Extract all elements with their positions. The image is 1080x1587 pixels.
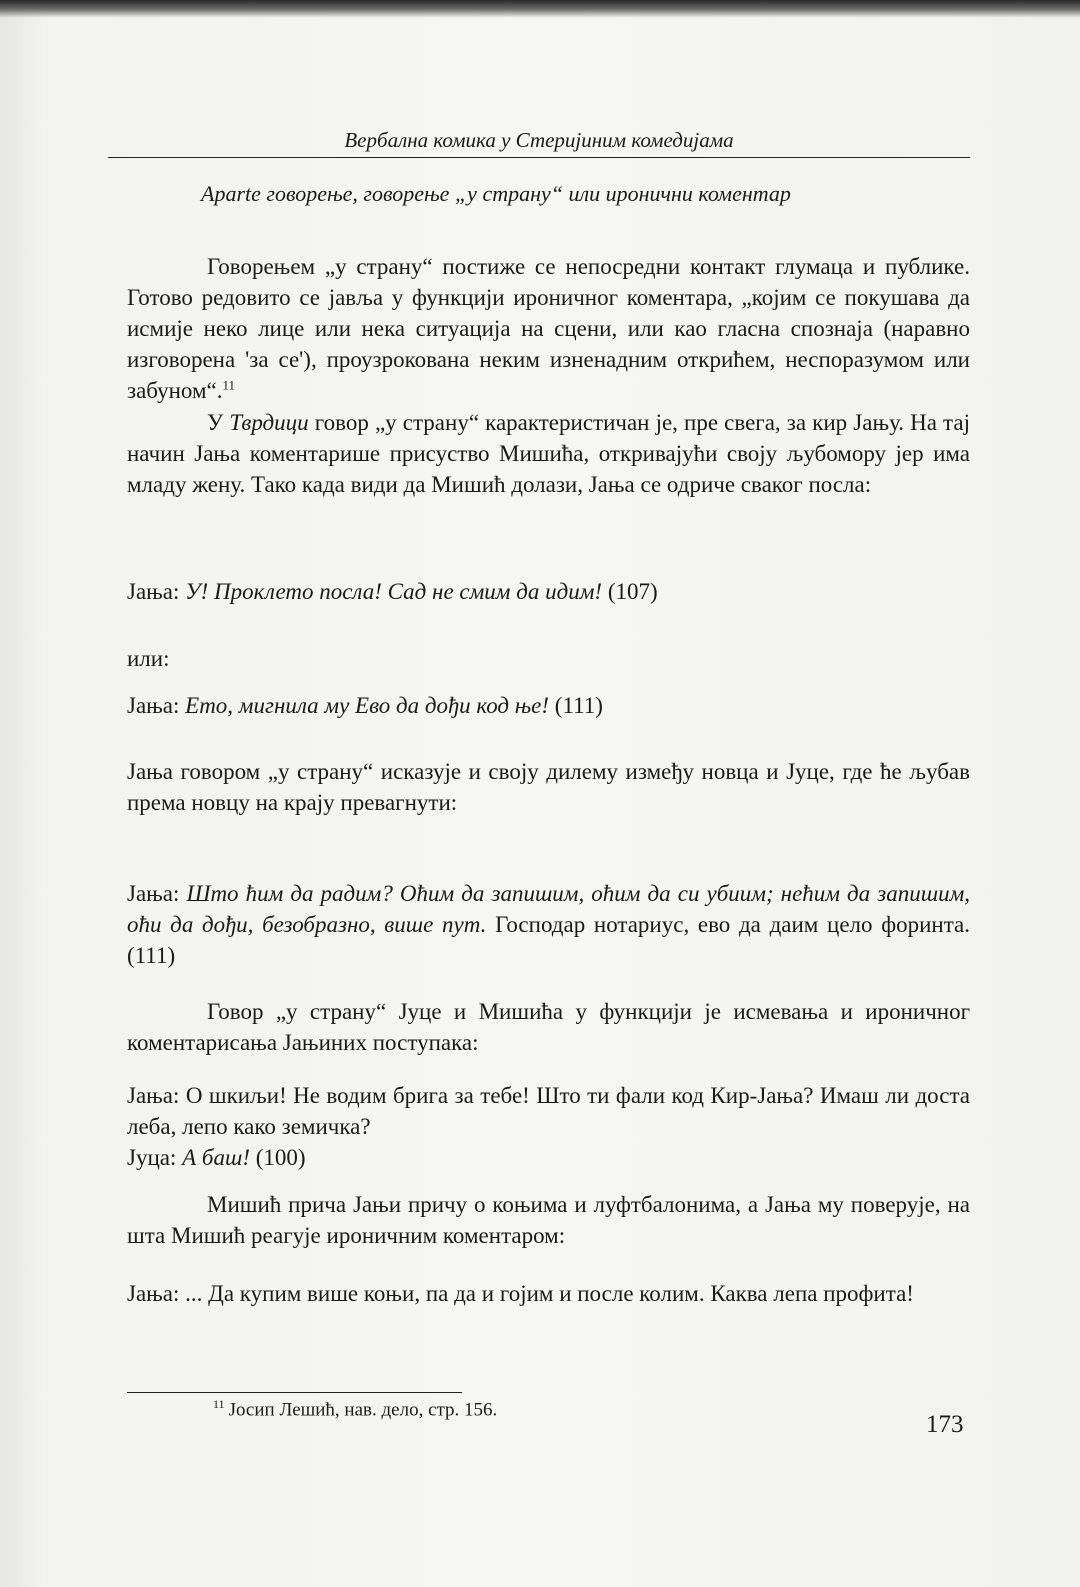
paragraph-2-pre: У (207, 410, 230, 435)
paragraph-2-post: говор „у страну“ карактеристичан је, пре свега, за кир Јању. На тај начин Јања коментарише присуство Мишића, откривајући своју љубомору јер има младу жену. Тако када види да Мишић долази, Јања се одриче сваког посла: (127, 410, 970, 497)
footnote-text: Јосип Лешић, нав. дело, стр. 156. (228, 1399, 498, 1421)
dialogue-ref: (100) (250, 1145, 306, 1170)
header-rule (108, 157, 970, 158)
paragraph-4: Говор „у страну“ Јуце и Мишића у функцији је исмевања и ироничног коментарисања Јањиних поступака: (127, 999, 970, 1055)
quote-1-line: У! Проклето посла! Сад не смим да идим! (185, 579, 603, 604)
running-header: Вербална комика у Стеријиним комедијама (344, 128, 734, 152)
quote-1-ref: (107) (602, 579, 658, 604)
dialogue-line-1: Јања: О шкиљи! Не водим брига за тебе! Што ти фали код Кир-Јања? Имаш ли доста леба, лепо како земичка? (127, 1083, 970, 1139)
page-number: 173 (926, 1411, 964, 1438)
quote-3-italic: Што ћим да радим? Оћим да запишим, оћим да си убиим; нећим да запишим, оћи да дођи, безобразно, више пут. (127, 881, 970, 937)
footnote-number: 11 (213, 1397, 225, 1411)
paragraph-2 (127, 407, 970, 500)
quote-1 (127, 576, 970, 607)
footnote (213, 1397, 497, 1421)
speaker: Јања: (127, 693, 186, 718)
paragraph-3: Јања говором „у страну“ исказује и своју дилему између новца и Јуце, где ће љубав према новцу на крају превагнути: (127, 759, 970, 815)
paragraph-1-text: Говорењем „у страну“ постиже се непосредни контакт глумаца и публике. Готово редовито се јавља у функцији ироничног коментара, „којим се покушава да исмије неко лице или нека ситуација на сцени, или као гласна спознаја (наравно изговорена 'за се'), проузрокована неким изненадним открићем, неспоразумом или забуном“. (127, 254, 970, 403)
dialogue-1 (127, 1080, 970, 1173)
quote-3 (127, 878, 970, 971)
quote-2 (127, 690, 970, 721)
paragraph-1 (127, 251, 970, 406)
quote-2-ref: (111) (549, 693, 603, 718)
footnote-ref: 11 (222, 377, 236, 393)
speaker: Јуца: (127, 1145, 183, 1170)
speaker: Јања: (127, 579, 186, 604)
paragraph-5: Мишић прича Јањи причу о коњима и луфтбалонима, а Јања му поверује, на шта Мишић реагује ироничним коментаром: (127, 1192, 970, 1248)
speaker: Јања: (127, 881, 187, 906)
dialogue-line-2: А баш! (182, 1145, 250, 1170)
quote-3-rest: Господар нотариус, ево да даим цело форинта. (111) (127, 912, 971, 968)
ili-label: или: (127, 646, 170, 671)
play-title: Тврдици (229, 410, 309, 435)
footnote-rule (127, 1392, 462, 1393)
quote-2-line: Ето, мигнила му Ево да дођи код ње! (185, 693, 550, 718)
section-title: Aparte говорење, говорење „у страну“ или иронични коментар (201, 181, 791, 206)
quote-5: Јања: ... Да купим више коњи, па да и гојим и после колим. Каква лепа профита! (127, 1281, 914, 1306)
scan-edge-shadow (0, 0, 1080, 18)
